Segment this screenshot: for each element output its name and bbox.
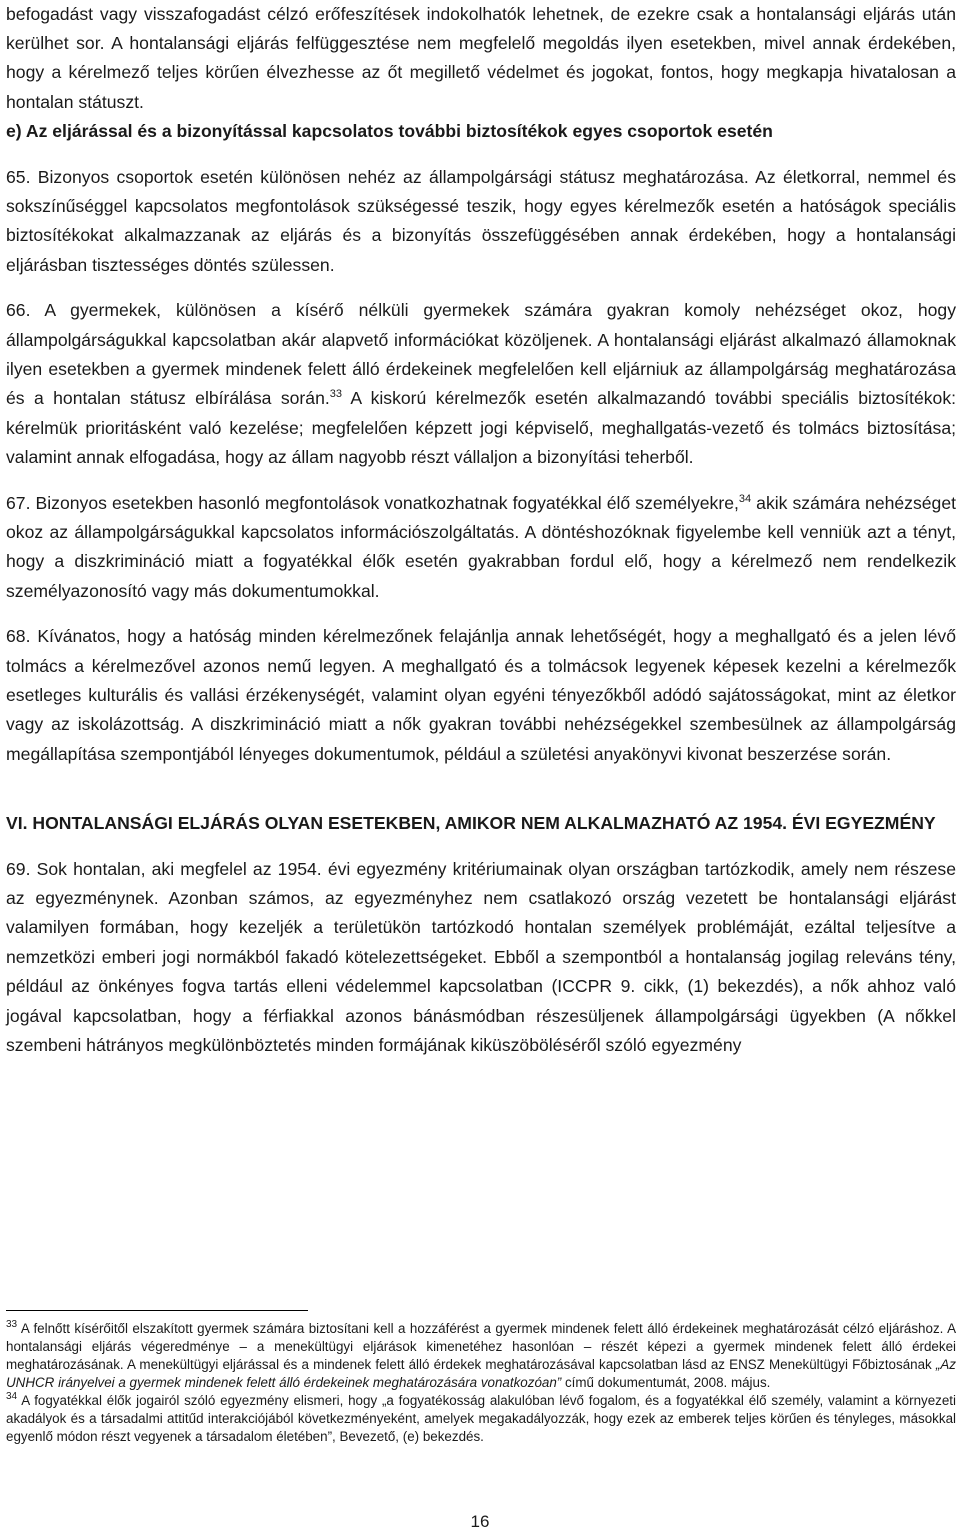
paragraph-67-text-a: 67. Bizonyos esetekben hasonló megfontolások vonatkozhatnak fogyatékkal élő személyekre, — [6, 492, 739, 513]
footnote-34 — [6, 1392, 956, 1446]
footnote-33-text-b: című dokumentumát, 2008. május. — [561, 1375, 771, 1390]
footnote-ref-33[interactable]: 33 — [329, 388, 343, 401]
footnote-33-document-title: „Az UNHCR irányelvei a gyermek mindenek felett álló érdekeinek meghatározására vonatkozóan” — [6, 1357, 956, 1390]
footnote-separator — [6, 1310, 308, 1311]
paragraph-intro: befogadást vagy visszafogadást célzó erőfeszítések indokolhatók lehetnek, de ezekre csak a hontalansági eljárás után kerülhet sor. A hontalansági eljárás felfüggesztése nem megfelelő megoldás ilyen esetekben, mivel annak érdekében, hogy a kérelmező teljes körűen élvezhesse az őt megillető védelmet és jogokat, fontos, hogy megkapja hivatalosan a hontalan státuszt. — [6, 3, 956, 112]
subheading-e: e) Az eljárással és a bizonyítással kapcsolatos további biztosítékok egyes csoportok esetén — [6, 121, 773, 142]
footnotes — [6, 1320, 956, 1446]
paragraph-67-text-b: akik számára nehézséget okoz az állampolgárságukkal kapcsolatos információszolgáltatás. A döntéshozóknak figyelembe kell venniük azt a tényt, hogy a diszkrimináció miatt a fogyatékkal élők esetén gyakrabban fordul elő, hogy a kérelmező nem rendelkezik személyazonosító vagy más dokumentumokkal. — [6, 492, 957, 601]
footnote-33-mark: 33 — [6, 1319, 18, 1330]
paragraph-68: 68. Kívánatos, hogy a hatóság minden kérelmezőnek felajánlja annak lehetőségét, hogy a meghallgató és a jelen lévő tolmács a kérelmezővel azonos nemű legyen. A meghallgató és a tolmácsok legyenek képesek kezelni a kérelmezők esetleges kulturális és vallási érzékenységét, valamint olyan egyéni tényezőkből adódó sajátosságokat, mint az életkor vagy az iskolázottság. A diszkrimináció miatt a nők gyakran további nehézségekkel szembesülnek az állampolgárság megállapítása szempontjából lényeges dokumentumok, például a születési anyakönyvi kivonat beszerzése során. — [6, 626, 956, 764]
page-number: 16 — [470, 1512, 490, 1531]
footnote-ref-34[interactable]: 34 — [738, 492, 752, 505]
footnote-33 — [6, 1320, 956, 1392]
paragraph-67 — [6, 489, 956, 607]
paragraph-69: 69. Sok hontalan, aki megfelel az 1954. évi egyezmény kritériumainak olyan országban tartózkodik, amely nem részese az egyezménynek. Azonban számos, az egyezményhez nem csatlakozó ország vezetett be hontalansági eljárást valamilyen formában, hogy kezeljék a területükön tartózkodó hontalan személyek problémáját, ezáltal teljesítve a nemzetközi emberi jogi normákból fakadó kötelezettségeket. Ebből a szempontból a hontalanság jogilag releváns tény, például az önkényes fogva tartás elleni védelemmel kapcsolatban (ICCPR 9. cikk, (1) bekezdés), a nők ahhoz való jogával kapcsolatban, hogy a férfiakkal azonos bánásmódban részesüljenek állampolgársági ügyekben (A nőkkel szembeni hátrányos megkülönböztetés minden formájának kiküszöböléséről szóló egyezmény — [6, 858, 956, 1056]
section-heading-vi: VI. HONTALANSÁGI ELJÁRÁS OLYAN ESETEKBEN, AMIKOR NEM ALKALMAZHATÓ AZ 1954. ÉVI EGYEZMÉNY — [6, 813, 936, 834]
paragraph-66-text-b: A kiskorú kérelmezők esetén alkalmazandó további speciális biztosítékok: kérelmük prioritásként való kezelése; megfelelően képzett jogi képviselő, meghallgatás-vezető és tolmács biztosítása; valamint annak elfogadása, hogy az állam nagyobb részt vállaljon a bizonyítási teherből. — [6, 388, 957, 468]
paragraph-66 — [6, 296, 956, 472]
paragraph-66-text-a: 66. A gyermekek, különösen a kísérő nélküli gyermekek számára gyakran komoly nehézséget okoz, hogy állampolgárságukkal kapcsolatban akár alapvető információkat közöljenek. A hontalansági eljárást alkalmazó államoknak ilyen esetekben a gyermek mindenek felett álló érdekeinek megfelelően kell eljárniuk az állampolgárság meghatározása és a hontalan státusz elbírálása során. — [6, 300, 956, 409]
footnote-34-mark: 34 — [6, 1391, 18, 1402]
document-page — [6, 0, 956, 1061]
footnote-34-text: A fogyatékkal élők jogairól szóló egyezmény elismeri, hogy „a fogyatékosság alakulóban lévő fogalom, és a fogyatékkal élő személy, valamint a környezeti akadályok és a társadalmi attitűd interakciójából következményeként, amelyek megakadályozzák, hogy ezek az emberek teljes körűen és tényleges, másokkal egyenlő módon részt vegyenek a társadalom életében”, Bevezető, (e) bekezdés. — [6, 1393, 956, 1444]
footnote-33-text-a: A felnőtt kísérőitől elszakított gyermek számára biztosítani kell a hozzáférést a gyermek mindenek felett álló érdekeinek meghatározását célzó eljáráshoz. A hontalansági eljárás végeredménye – a menekültügyi eljárások kimenetéhez hasonlóan – részét képezi a gyermek mindenek felett álló érdekei meghatározásának. A menekültügyi eljárással és a mindenek felett álló érdekek meghatározásával kapcsolatban lásd az ENSZ Menekültügyi Főbiztosának — [6, 1321, 956, 1372]
paragraph-65: 65. Bizonyos csoportok esetén különösen nehéz az állampolgársági státusz meghatározása. Az életkorral, nemmel és sokszínűséggel kapcsolatos megfontolások szükségessé teszik, hogy egyes kérelmezők esetén a hatóságok speciális biztosítékokat alkalmazzanak az eljárás és a bizonyítás összefüggésében annak érdekében, hogy a hontalansági eljárásban tisztességes döntés szülessen. — [6, 166, 956, 275]
